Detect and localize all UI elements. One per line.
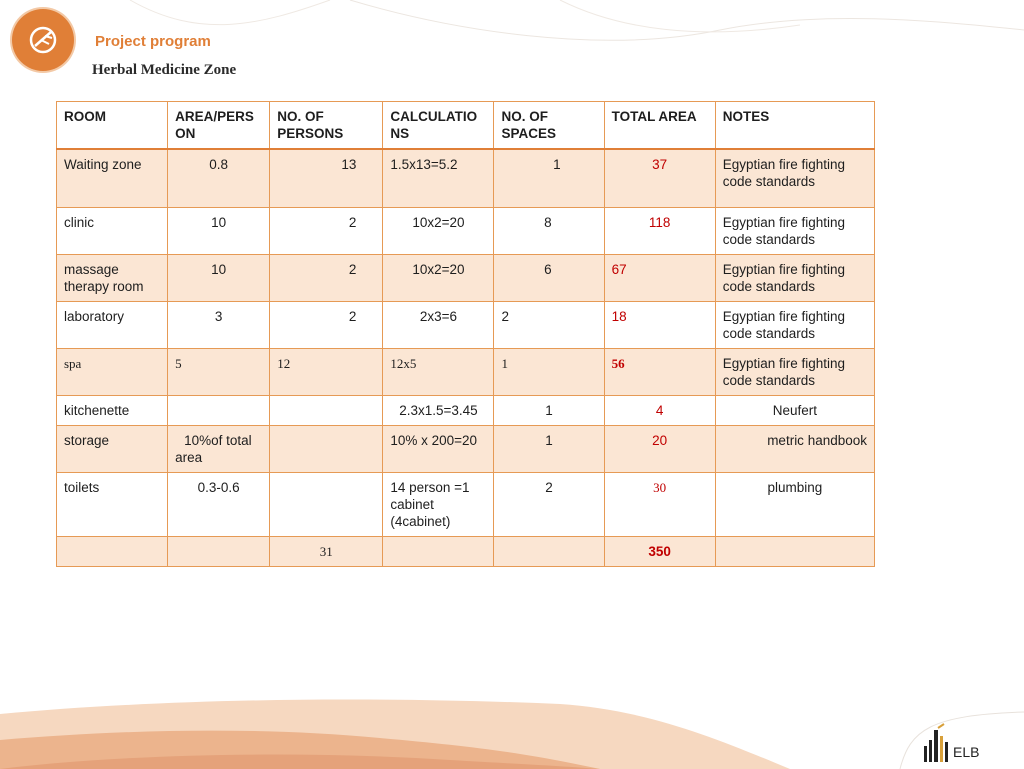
room-cell: storage [57,425,168,472]
persons-cell: 2 [270,207,383,254]
room-cell: Waiting zone [57,149,168,207]
table-row [57,425,875,472]
persons-cell [270,425,383,472]
spaces-cell: 6 [494,254,604,301]
program-table [56,101,875,567]
room-cell: massage therapy room [57,254,168,301]
table-row [57,472,875,536]
totals-row [57,536,875,566]
page-title: Project program [95,33,211,50]
notes-cell: Egyptian fire fighting code standards [715,207,874,254]
bottom-wave-decoration [0,690,1024,769]
calc-cell: 12x5 [383,348,494,395]
calc-cell: 2x3=6 [383,301,494,348]
total-cell: 67 [604,254,715,301]
room-cell: spa [57,348,168,395]
totals-calc-cell [383,536,494,566]
totals-notes-cell [715,536,874,566]
header-number-of-spaces: NO. OF SPACES [494,102,604,150]
total-cell: 4 [604,395,715,425]
persons-cell [270,395,383,425]
spaces-cell: 1 [494,425,604,472]
calc-cell: 1.5x13=5.2 [383,149,494,207]
area-cell: 10%of total area [168,425,270,472]
calc-cell: 10x2=20 [383,254,494,301]
calc-cell: 2.3x1.5=3.45 [383,395,494,425]
area-cell: 5 [168,348,270,395]
total-cell: 37 [604,149,715,207]
total-cell: 20 [604,425,715,472]
spaces-cell: 2 [494,472,604,536]
page-subtitle: Herbal Medicine Zone [92,62,237,78]
header-area-per-person: AREA/PERS ON [168,102,270,150]
table-row [57,348,875,395]
area-cell: 0.3-0.6 [168,472,270,536]
spaces-cell: 1 [494,348,604,395]
area-cell [168,395,270,425]
room-cell: toilets [57,472,168,536]
total-cell: 118 [604,207,715,254]
spaces-cell: 2 [494,301,604,348]
area-cell: 0.8 [168,149,270,207]
total-cell: 56 [604,348,715,395]
room-cell: kitchenette [57,395,168,425]
room-cell: laboratory [57,301,168,348]
calc-cell: 10x2=20 [383,207,494,254]
totals-spaces-cell [494,536,604,566]
notes-cell: Neufert [715,395,874,425]
totals-room-cell [57,536,168,566]
notes-cell: Egyptian fire fighting code standards [715,348,874,395]
persons-cell: 12 [270,348,383,395]
room-cell: clinic [57,207,168,254]
leaf-icon [25,22,61,58]
header-calculations: CALCULATIO NS [383,102,494,150]
spaces-cell: 8 [494,207,604,254]
calc-cell: 14 person =1 cabinet (4cabinet) [383,472,494,536]
table-row [57,149,875,207]
notes-cell: plumbing [715,472,874,536]
calc-cell: 10% x 200=20 [383,425,494,472]
notes-cell: metric handbook [715,425,874,472]
spaces-cell: 1 [494,149,604,207]
header-room: ROOM [57,102,168,150]
persons-cell [270,472,383,536]
area-cell: 3 [168,301,270,348]
totals-area-cell [168,536,270,566]
notes-cell: Egyptian fire fighting code standards [715,149,874,207]
totals-persons-cell: 31 [270,536,383,566]
notes-cell: Egyptian fire fighting code standards [715,254,874,301]
area-cell: 10 [168,207,270,254]
total-cell: 18 [604,301,715,348]
area-cell: 10 [168,254,270,301]
table-header-row [57,102,875,150]
table-row [57,395,875,425]
notes-cell: Egyptian fire fighting code standards [715,301,874,348]
persons-cell: 13 [270,149,383,207]
table-row [57,254,875,301]
persons-cell: 2 [270,254,383,301]
total-cell: 30 [604,472,715,536]
spaces-cell: 1 [494,395,604,425]
table-row [57,301,875,348]
elb-logo-text: ELB [953,744,980,760]
table-row [57,207,875,254]
persons-cell: 2 [270,301,383,348]
totals-total-area-cell: 350 [604,536,715,566]
brand-logo [12,9,74,71]
header-notes: NOTES [715,102,874,150]
header-total-area: TOTAL AREA [604,102,715,150]
header-number-of-persons: NO. OF PERSONS [270,102,383,150]
